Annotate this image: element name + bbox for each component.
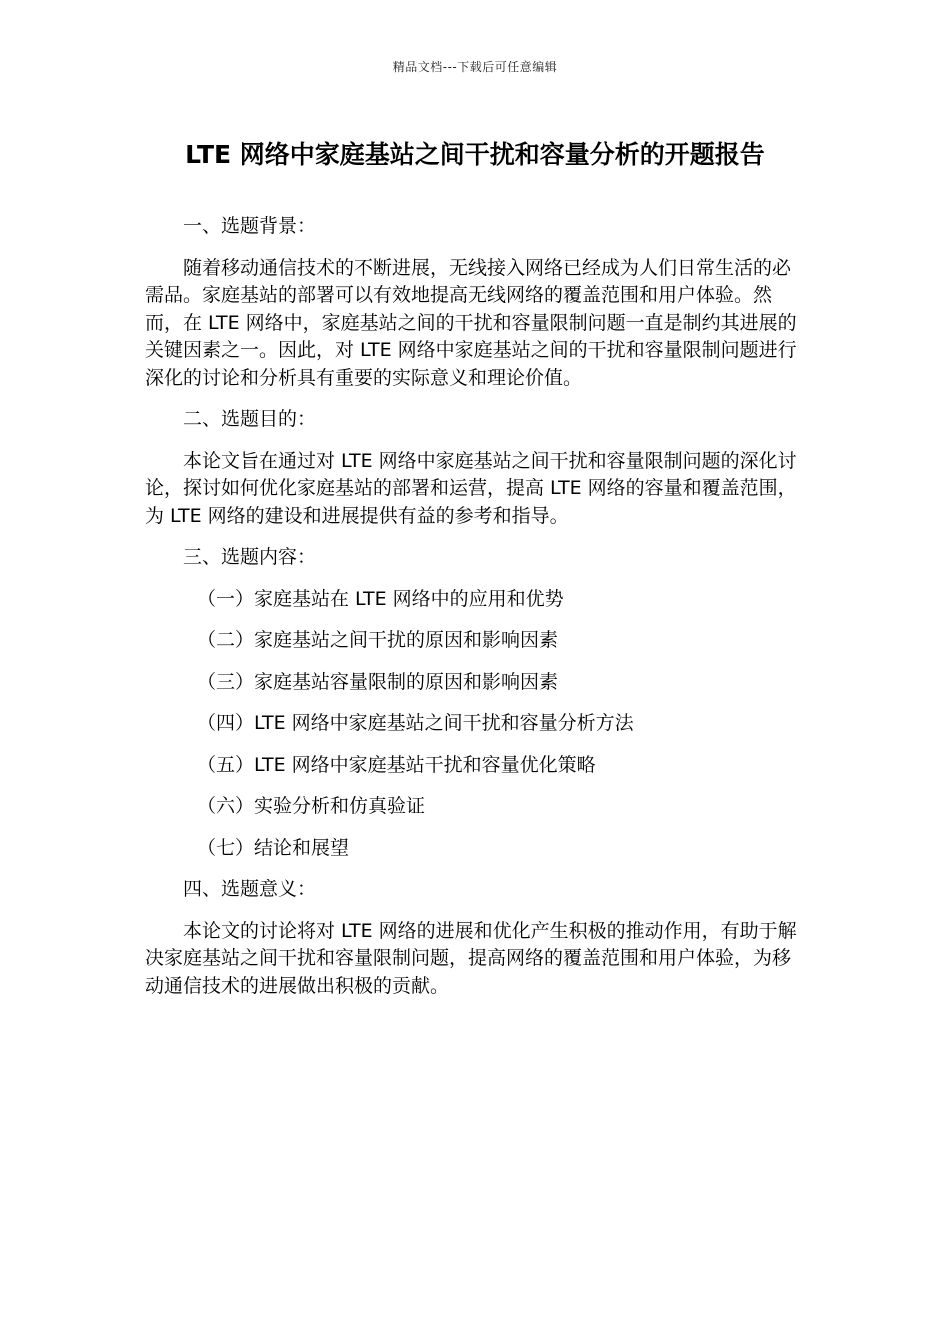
section-heading-significance: 四、选题意义： [183, 878, 317, 900]
content-item: （六）实验分析和仿真验证 [197, 795, 426, 817]
section-heading-background: 一、选题背景： [183, 215, 317, 237]
section-body-purpose: 本论文旨在通过对 LTE 网络中家庭基站之间干扰和容量限制问题的深化讨论，探讨如何优化家庭基站的部署和运营，提高 LTE 网络的容量和覆盖范围，为 LTE 网络的建设和进展提供有益的参考和指导。 [145, 449, 797, 527]
content-item: （二）家庭基站之间干扰的原因和影响因素 [197, 629, 559, 651]
content-item: （五）LTE 网络中家庭基站干扰和容量优化策略 [197, 753, 596, 776]
document-body [145, 213, 800, 1014]
section-body-significance: 本论文的讨论将对 LTE 网络的进展和优化产生积极的推动作用，有助于解决家庭基站之间干扰和容量限制问题，提高网络的覆盖范围和用户体验，为移动通信技术的进展做出积极的贡献。 [145, 919, 797, 997]
content-item: （一）家庭基站在 LTE 网络中的应用和优势 [197, 587, 564, 610]
section-body-background: 随着移动通信技术的不断进展，无线接入网络已经成为人们日常生活的必需品。家庭基站的部署可以有效地提高无线网络的覆盖范围和用户体验。然而，在 LTE 网络中，家庭基站之间的干扰和容量限制问题一直是制约其进展的关键因素之一。因此，对 LTE 网络中家庭基站之间的干扰和容量限制问题进行深化的讨论和分析具有重要的实际意义和理论价值。 [145, 256, 797, 389]
header-note: 精品文档---下载后可任意编辑 [392, 60, 558, 74]
content-item: （三）家庭基站容量限制的原因和影响因素 [197, 670, 559, 693]
section-heading-content: 三、选题内容： [183, 546, 317, 568]
section-heading-purpose: 二、选题目的： [183, 408, 317, 430]
document-title: LTE 网络中家庭基站之间干扰和容量分析的开题报告 [185, 140, 765, 169]
content-item: （四）LTE 网络中家庭基站之间干扰和容量分析方法 [197, 712, 634, 734]
content-item: （七）结论和展望 [197, 836, 350, 859]
